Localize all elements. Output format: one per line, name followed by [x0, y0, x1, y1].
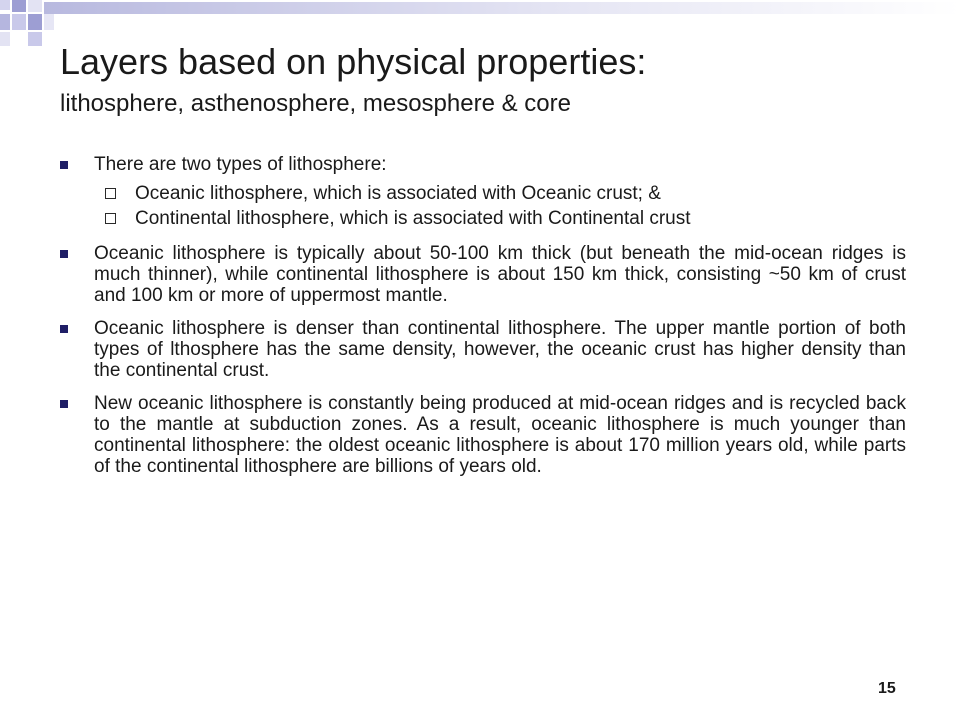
bullet-text: Oceanic lithosphere is typically about 50-100 km thick (but beneath the mid-ocean ridges is much thinner), while continental lithosphere is about 150 km thick, consisting ~50 km of crust and 100 km or more of uppermost mantle.: [94, 243, 906, 306]
hollow-square-bullet-icon: [105, 188, 116, 199]
square-bullet-icon: [60, 161, 68, 169]
bullet-list: [60, 154, 906, 489]
hollow-square-bullet-icon: [105, 213, 116, 224]
bullet-item: [60, 154, 906, 175]
sub-bullet-text: Continental lithosphere, which is associated with Continental crust: [135, 208, 691, 229]
square-bullet-icon: [60, 325, 68, 333]
sub-bullet-item: [60, 183, 906, 204]
slide-title: Layers based on physical properties:: [60, 41, 647, 82]
page-number: 15: [878, 680, 896, 697]
bullet-item: [60, 243, 906, 306]
bullet-item: [60, 393, 906, 477]
square-bullet-icon: [60, 400, 68, 408]
sub-bullet-text: Oceanic lithosphere, which is associated with Oceanic crust; &: [135, 183, 661, 204]
bullet-text: Oceanic lithosphere is denser than continental lithosphere. The upper mantle portion of both types of lthosphere has the same density, however, the oceanic crust has higher density than the continental crust.: [94, 318, 906, 381]
sub-bullet-item: [60, 208, 906, 229]
bullet-text: There are two types of lithosphere:: [94, 154, 387, 175]
bullet-item: [60, 318, 906, 381]
slide-title-block: [60, 42, 940, 120]
square-bullet-icon: [60, 250, 68, 258]
bullet-text: New oceanic lithosphere is constantly being produced at mid-ocean ridges and is recycled back to the mantle at subduction zones. As a result, oceanic lithosphere is much younger than continental lithosphere: the oldest oceanic lithosphere is about 170 million years old, while parts of the continental lithosphere are billions of years old.: [94, 393, 906, 477]
slide-subtitle: lithosphere, asthenosphere, mesosphere & core: [60, 90, 571, 117]
